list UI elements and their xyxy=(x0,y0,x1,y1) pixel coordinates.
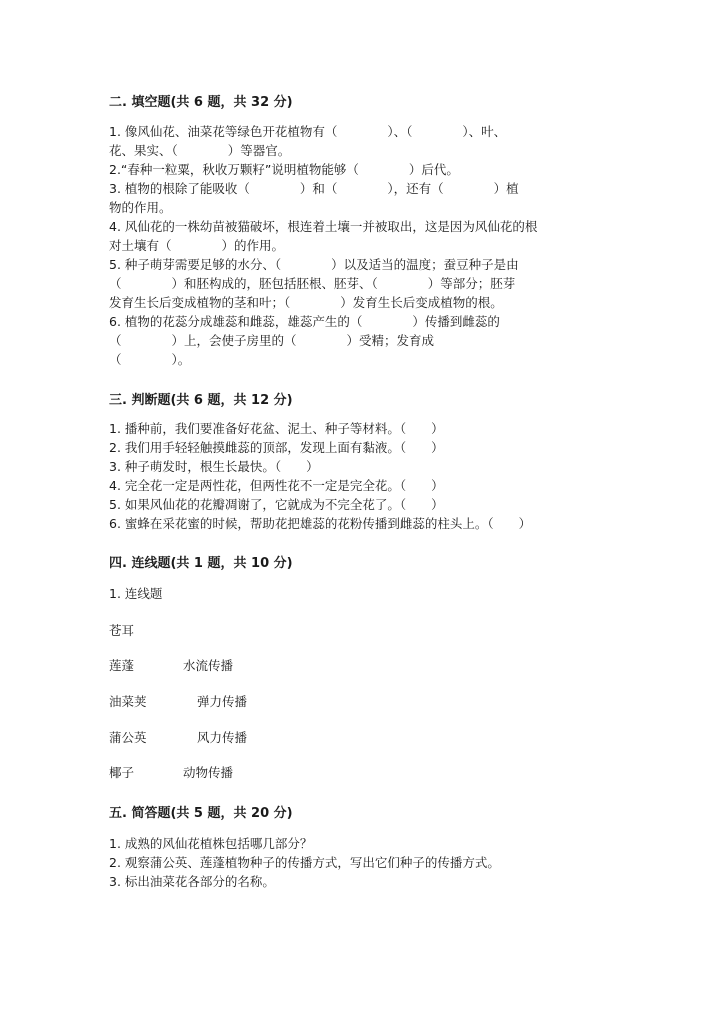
fill-line: 1. 像风仙花、油菜花等绿色开花植物有（ ）、（ ）、叶、 xyxy=(109,124,507,139)
match-method: 水流传播 xyxy=(183,658,234,673)
match-plant: 油菜荚 xyxy=(109,694,147,709)
fill-line: （ ）。 xyxy=(109,352,191,367)
section-title-fill: 二. 填空题(共 6 题，共 32 分) xyxy=(109,95,293,110)
judge-line: 6. 蜜蜂在采花蜜的时候，帮助花把雄蕊的花粉传播到雌蕊的柱头上。（ ） xyxy=(109,516,532,531)
section-title-judge: 三. 判断题(共 6 题，共 12 分) xyxy=(109,393,293,408)
fill-line: 5. 种子萌芽需要足够的水分、（ ）以及适当的温度；蚕豆种子是由 xyxy=(109,257,519,272)
fill-line: 物的作用。 xyxy=(109,200,172,215)
fill-line: 2.“春种一粒粟，秋收万颗籽”说明植物能够（ ）后代。 xyxy=(109,162,459,177)
fill-line: 对土壤有（ ）的作用。 xyxy=(109,238,285,253)
fill-line: 花、果实、（ ）等器官。 xyxy=(109,143,291,158)
short-line: 2. 观察蒲公英、莲蓬植物种子的传播方式，写出它们种子的传播方式。 xyxy=(109,855,500,870)
judge-line: 5. 如果风仙花的花瓣凋谢了，它就成为不完全花了。（ ） xyxy=(109,497,444,512)
match-plant: 蒲公英 xyxy=(109,730,147,745)
fill-line: 4. 风仙花的一株幼苗被猫破坏，根连着土壤一并被取出，这是因为风仙花的根 xyxy=(109,219,538,234)
fill-line: （ ）和胚构成的，胚包括胚根、胚芽、（ ）等部分；胚芽 xyxy=(109,276,516,291)
fill-line: （ ）上，会使子房里的（ ）受精；发育成 xyxy=(109,333,435,348)
section-title-short: 五. 简答题(共 5 题，共 20 分) xyxy=(109,806,293,821)
short-line: 3. 标出油菜花各部分的名称。 xyxy=(109,874,275,889)
judge-line: 1. 播种前，我们要准备好花盆、泥土、种子等材料。（ ） xyxy=(109,421,444,436)
match-method: 动物传播 xyxy=(183,765,234,780)
match-method: 弹力传播 xyxy=(197,694,248,709)
match-question: 1. 连线题 xyxy=(109,586,163,601)
short-line: 1. 成熟的风仙花植株包括哪几部分？ xyxy=(109,836,313,851)
judge-line: 2. 我们用手轻轻触摸雌蕊的顶部，发现上面有黏液。（ ） xyxy=(109,440,444,455)
fill-line: 6. 植物的花蕊分成雄蕊和雌蕊，雄蕊产生的（ ）传播到雌蕊的 xyxy=(109,314,500,329)
fill-line: 发育生长后变成植物的茎和叶；（ ）发育生长后变成植物的根。 xyxy=(109,295,503,310)
fill-line: 3. 植物的根除了能吸收（ ）和（ ），还有（ ）植 xyxy=(109,181,519,196)
match-plant: 莲蓬 xyxy=(109,658,135,673)
judge-line: 4. 完全花一定是两性花，但两性花不一定是完全花。（ ） xyxy=(109,478,444,493)
match-plant: 椰子 xyxy=(109,765,135,780)
match-plant: 苍耳 xyxy=(109,623,135,638)
judge-line: 3. 种子萌发时，根生长最快。（ ） xyxy=(109,459,319,474)
match-method: 风力传播 xyxy=(197,730,248,745)
section-title-match: 四. 连线题(共 1 题，共 10 分) xyxy=(109,556,293,571)
